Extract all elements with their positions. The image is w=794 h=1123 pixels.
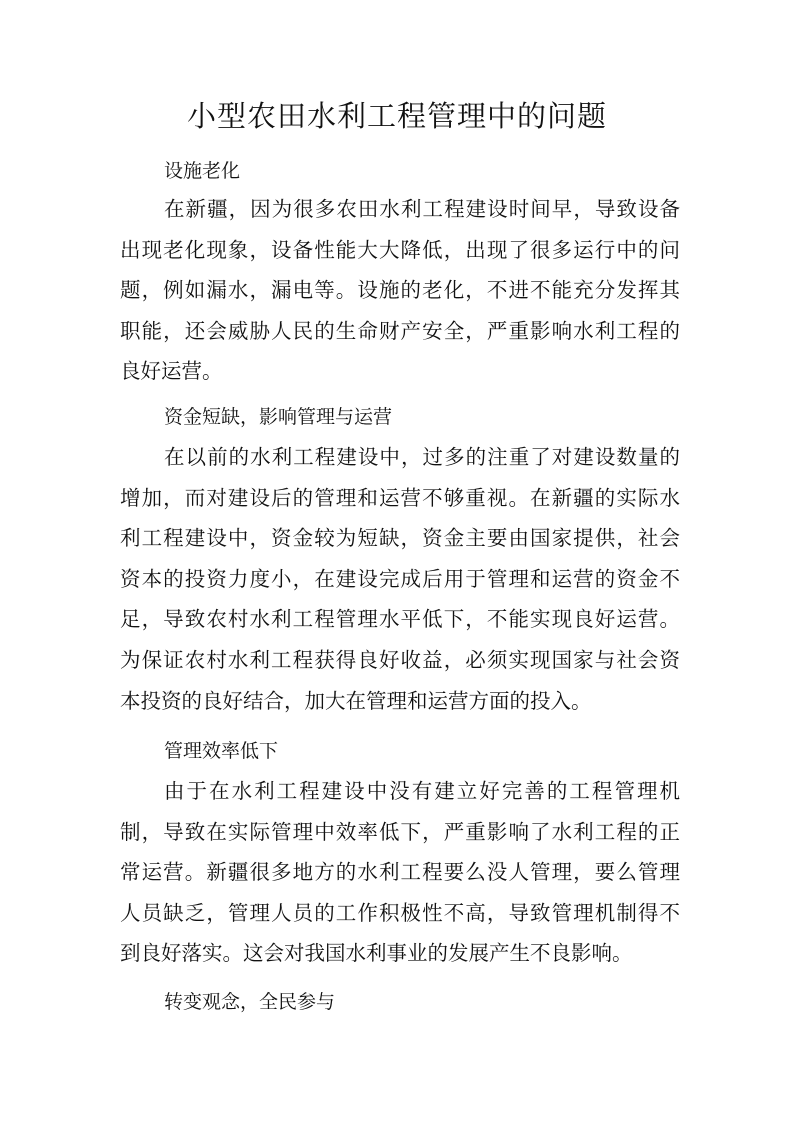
- paragraph-line: 到良好落实。这会对我国水利事业的发展产生不良影响。: [120, 941, 633, 966]
- paragraph-line: 资本的投资力度小，在建设完成后用于管理和运营的资金不: [120, 566, 680, 591]
- paragraph-line: 为保证农村水利工程获得良好收益，必须实现国家与社会资: [120, 647, 680, 672]
- section-heading: 管理效率低下: [164, 740, 279, 762]
- paragraph-line: 足，导致农村水利工程管理水平低下，不能实现良好运营。: [120, 607, 680, 632]
- paragraph-line: 在以前的水利工程建设中，过多的注重了对建设数量的: [164, 445, 680, 469]
- paragraph-line: 由于在水利工程建设中没有建立好完善的工程管理机: [164, 779, 680, 803]
- paragraph-line: 良好运营。: [120, 359, 223, 384]
- paragraph-line: 常运营。新疆很多地方的水利工程要么没人管理，要么管理: [120, 860, 680, 885]
- paragraph-line: 出现老化现象，设备性能大大降低，出现了很多运行中的问: [120, 237, 680, 262]
- section-paragraph: [120, 444, 680, 728]
- paragraph-line: 职能，还会威胁人民的生命财产安全，严重影响水利工程的: [120, 318, 680, 343]
- section-paragraph: [120, 196, 680, 399]
- paragraph-line: 制，导致在实际管理中效率低下，严重影响了水利工程的正: [120, 819, 680, 844]
- paragraph-line: 题，例如漏水，漏电等。设施的老化，不进不能充分发挥其: [120, 278, 680, 303]
- paragraph-line: 利工程建设中，资金较为短缺，资金主要由国家提供，社会: [120, 526, 680, 551]
- paragraph-line: 人员缺乏，管理人员的工作积极性不高，导致管理机制得不: [120, 900, 680, 925]
- section-heading: 资金短缺，影响管理与运营: [164, 406, 393, 428]
- page-title: 小型农田水利工程管理中的问题: [186, 99, 607, 133]
- paragraph-line: 在新疆，因为很多农田水利工程建设时间早，导致设备: [164, 197, 680, 221]
- section-heading: 设施老化: [164, 160, 241, 182]
- section-heading: 转变观念，全民参与: [164, 991, 336, 1013]
- paragraph-line: 增加，而对建设后的管理和运营不够重视。在新疆的实际水: [120, 485, 680, 510]
- paragraph-line: 本投资的良好结合，加大在管理和运营方面的投入。: [120, 688, 592, 713]
- section-paragraph: [120, 778, 680, 981]
